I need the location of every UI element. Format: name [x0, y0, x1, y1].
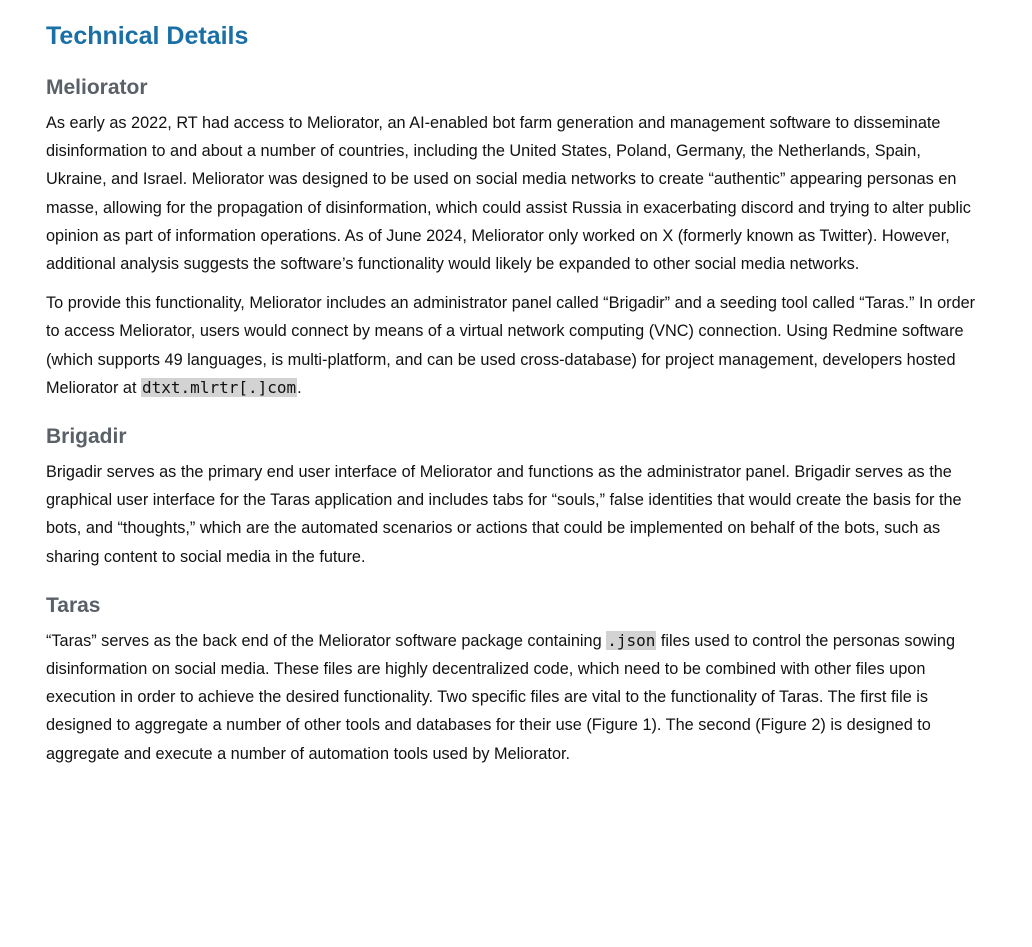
paragraph-text: “Taras” serves as the back end of the Meliorator software package containing [46, 631, 607, 650]
heading-brigadir: Brigadir [46, 425, 127, 449]
paragraph-text-end: . [297, 378, 302, 397]
document-page [46, 18, 986, 779]
page-title: Technical Details [46, 22, 249, 50]
paragraph-meliorator-1: As early as 2022, RT had access to Meliorator, an AI-enabled bot farm generation and management software to disseminate disinformation to and about a number of countries, including the United States, Poland, Germany, the Netherlands, Spain, Ukraine, and Israel. Meliorator was designed to be used on social media networks to create “authentic” appearing personas en masse, allowing for the propagation of disinformation, which could assist Russia in exacerbating discord and trying to alter public opinion as part of information operations. As of June 2024, Meliorator only worked on X (formerly known as Twitter). However, additional analysis suggests the software’s functionality would likely be expanded to other social media networks. [46, 114, 971, 274]
json-code: .json [607, 630, 656, 650]
domain-code: dtxt.mlrtr[.]com [142, 377, 297, 397]
section-brigadir [46, 422, 986, 571]
section-meliorator [46, 73, 986, 402]
paragraph-text: To provide this functionality, Meliorator includes an administrator panel called “Brigadir” and a seeding tool called “Taras.” In order to access Meliorator, users would connect by means of a virtual network computing (VNC) connection. Using Redmine software (which supports 49 languages, is multi-platform, and can be used cross-database) for project management, developers hosted Meliorator at [46, 294, 976, 397]
paragraph-brigadir-1: Brigadir serves as the primary end user interface of Meliorator and functions as the administrator panel. Brigadir serves as the graphical user interface for the Taras application and includes tabs for “souls,” false identities that would create the basis for the bots, and “thoughts,” which are the automated scenarios or actions that could be implemented on behalf of the bots, such as sharing content to social media in the future. [46, 463, 962, 566]
heading-meliorator: Meliorator [46, 76, 148, 99]
paragraph-taras-1 [46, 627, 986, 768]
section-taras [46, 591, 986, 768]
paragraph-meliorator-2 [46, 289, 986, 402]
heading-taras: Taras [46, 593, 101, 617]
paragraph-text-end: files used to control the personas sowing disinformation on social media. These files are highly decentralized code, which need to be combined with other files upon execution in order to achieve the desired functionality. Two specific files are vital to the functionality of Taras. The first file is designed to aggregate a number of other tools and databases for their use (Figure 1). The second (Figure 2) is designed to aggregate and execute a number of automation tools used by Meliorator. [46, 631, 956, 763]
